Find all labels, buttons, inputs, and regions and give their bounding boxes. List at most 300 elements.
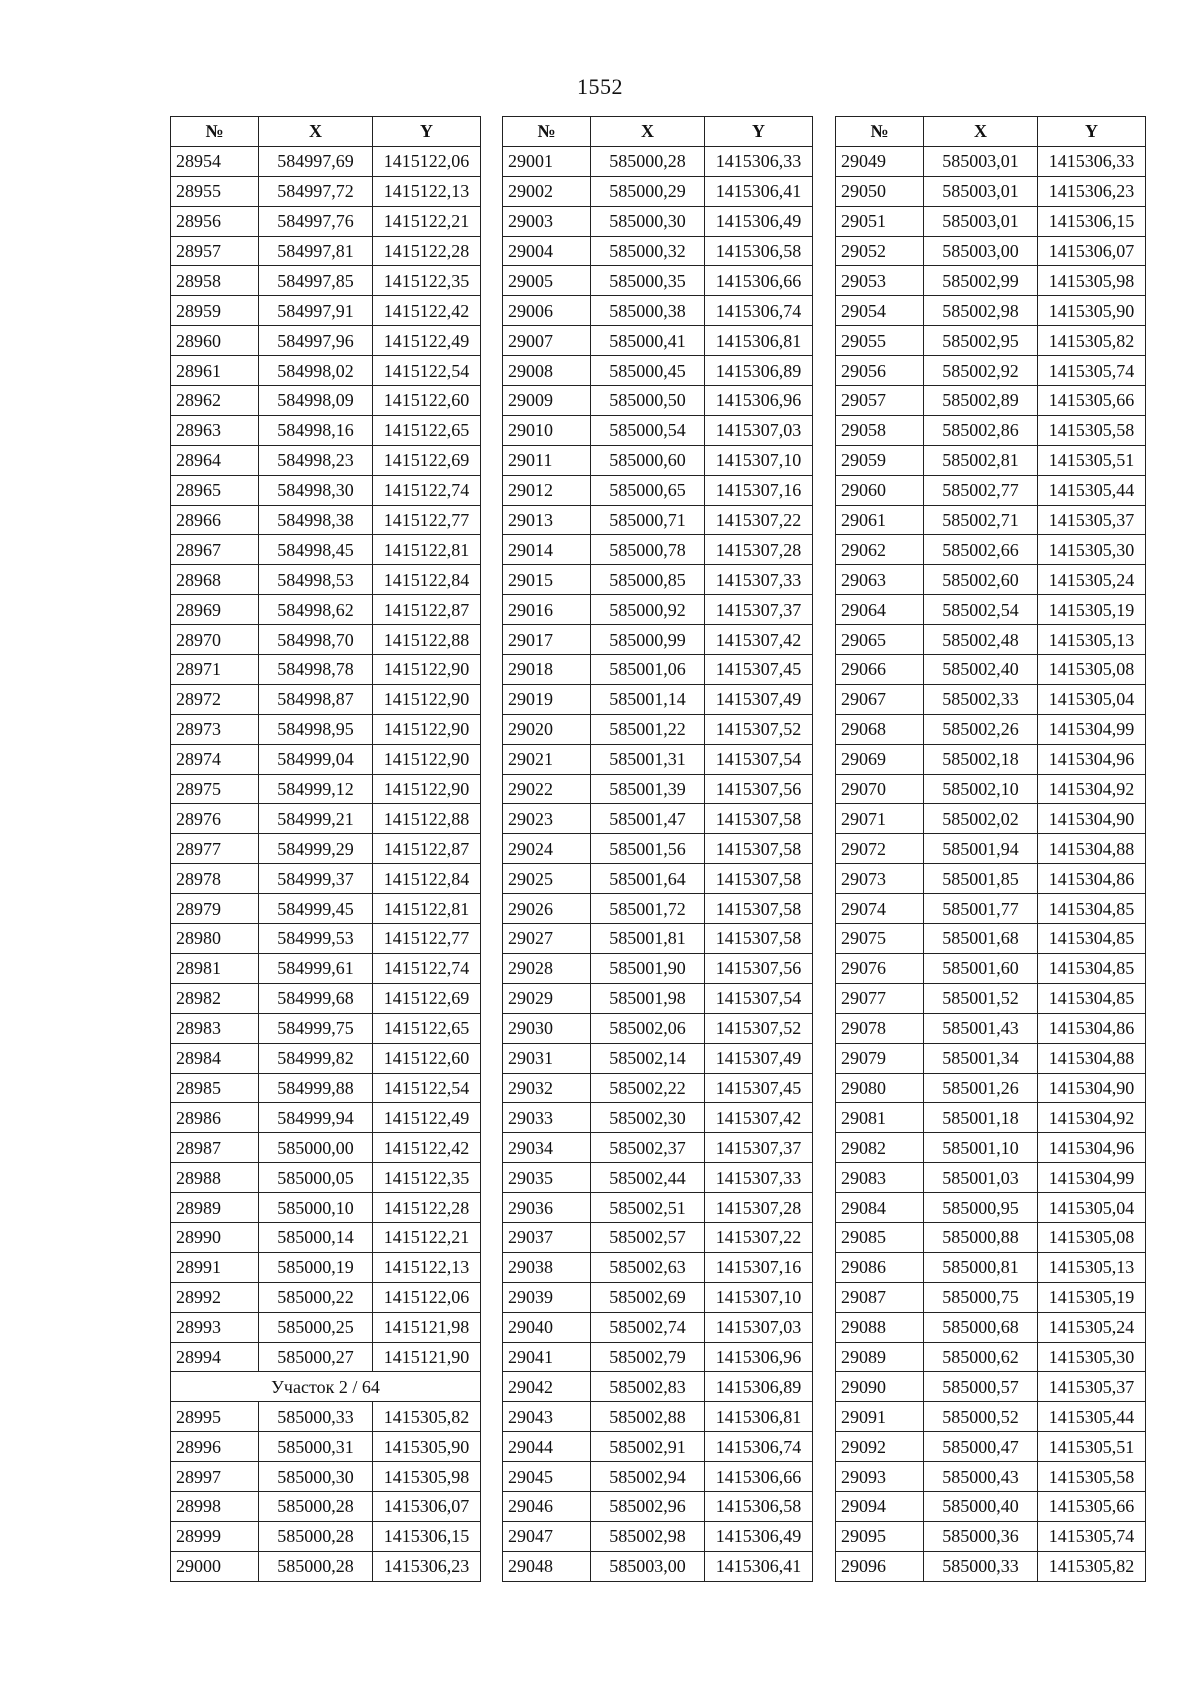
y-coordinate: 1415122,54 bbox=[373, 356, 481, 386]
table-row bbox=[171, 1491, 481, 1521]
table-row bbox=[503, 415, 813, 445]
x-coordinate: 585002,54 bbox=[924, 595, 1038, 625]
y-coordinate: 1415122,49 bbox=[373, 1103, 481, 1133]
table-row bbox=[503, 1312, 813, 1342]
point-number: 29081 bbox=[836, 1103, 924, 1133]
x-coordinate: 585002,98 bbox=[924, 296, 1038, 326]
table-row bbox=[836, 1103, 1146, 1133]
y-coordinate: 1415307,54 bbox=[705, 744, 813, 774]
point-number: 28986 bbox=[171, 1103, 259, 1133]
y-coordinate: 1415306,23 bbox=[373, 1551, 481, 1581]
x-coordinate: 585000,25 bbox=[259, 1312, 373, 1342]
point-number: 28979 bbox=[171, 894, 259, 924]
x-coordinate: 585000,38 bbox=[591, 296, 705, 326]
point-number: 28992 bbox=[171, 1282, 259, 1312]
point-number: 29064 bbox=[836, 595, 924, 625]
point-number: 29026 bbox=[503, 894, 591, 924]
y-coordinate: 1415122,74 bbox=[373, 475, 481, 505]
point-number: 28997 bbox=[171, 1462, 259, 1492]
y-coordinate: 1415307,37 bbox=[705, 595, 813, 625]
x-coordinate: 585001,90 bbox=[591, 953, 705, 983]
y-coordinate: 1415307,52 bbox=[705, 714, 813, 744]
y-coordinate: 1415306,66 bbox=[705, 266, 813, 296]
point-number: 29039 bbox=[503, 1282, 591, 1312]
point-number: 28956 bbox=[171, 206, 259, 236]
point-number: 29049 bbox=[836, 146, 924, 176]
x-coordinate: 585001,60 bbox=[924, 953, 1038, 983]
point-number: 29023 bbox=[503, 804, 591, 834]
y-coordinate: 1415305,74 bbox=[1038, 1521, 1146, 1551]
point-number: 29084 bbox=[836, 1193, 924, 1223]
table-row bbox=[171, 983, 481, 1013]
x-coordinate: 585002,89 bbox=[924, 386, 1038, 416]
y-coordinate: 1415306,58 bbox=[705, 1491, 813, 1521]
point-number: 29072 bbox=[836, 834, 924, 864]
point-number: 29095 bbox=[836, 1521, 924, 1551]
point-number: 29001 bbox=[503, 146, 591, 176]
x-coordinate: 585000,28 bbox=[591, 146, 705, 176]
header-x: X bbox=[259, 117, 373, 147]
x-coordinate: 585002,81 bbox=[924, 445, 1038, 475]
x-coordinate: 585000,45 bbox=[591, 356, 705, 386]
x-coordinate: 585001,18 bbox=[924, 1103, 1038, 1133]
y-coordinate: 1415305,58 bbox=[1038, 415, 1146, 445]
x-coordinate: 585002,88 bbox=[591, 1402, 705, 1432]
table-row bbox=[171, 1133, 481, 1163]
table-row bbox=[503, 1551, 813, 1581]
point-number: 28965 bbox=[171, 475, 259, 505]
y-coordinate: 1415306,74 bbox=[705, 296, 813, 326]
table-row bbox=[836, 924, 1146, 954]
x-coordinate: 585002,30 bbox=[591, 1103, 705, 1133]
y-coordinate: 1415304,85 bbox=[1038, 953, 1146, 983]
x-coordinate: 584997,81 bbox=[259, 236, 373, 266]
y-coordinate: 1415122,35 bbox=[373, 266, 481, 296]
y-coordinate: 1415307,03 bbox=[705, 1312, 813, 1342]
point-number: 29076 bbox=[836, 953, 924, 983]
point-number: 29013 bbox=[503, 505, 591, 535]
y-coordinate: 1415122,77 bbox=[373, 505, 481, 535]
point-number: 29056 bbox=[836, 356, 924, 386]
point-number: 29094 bbox=[836, 1491, 924, 1521]
x-coordinate: 585000,40 bbox=[924, 1491, 1038, 1521]
point-number: 29031 bbox=[503, 1043, 591, 1073]
table-row bbox=[836, 1521, 1146, 1551]
y-coordinate: 1415122,65 bbox=[373, 1013, 481, 1043]
y-coordinate: 1415304,85 bbox=[1038, 894, 1146, 924]
y-coordinate: 1415305,74 bbox=[1038, 356, 1146, 386]
y-coordinate: 1415307,49 bbox=[705, 1043, 813, 1073]
x-coordinate: 585002,66 bbox=[924, 535, 1038, 565]
y-coordinate: 1415307,54 bbox=[705, 983, 813, 1013]
y-coordinate: 1415122,54 bbox=[373, 1073, 481, 1103]
point-number: 29038 bbox=[503, 1252, 591, 1282]
point-number: 29073 bbox=[836, 864, 924, 894]
y-coordinate: 1415307,28 bbox=[705, 1193, 813, 1223]
x-coordinate: 585001,98 bbox=[591, 983, 705, 1013]
header-y: Y bbox=[1038, 117, 1146, 147]
point-number: 29057 bbox=[836, 386, 924, 416]
x-coordinate: 585002,06 bbox=[591, 1013, 705, 1043]
table-row bbox=[171, 774, 481, 804]
table-row bbox=[171, 1073, 481, 1103]
point-number: 29070 bbox=[836, 774, 924, 804]
y-coordinate: 1415304,92 bbox=[1038, 774, 1146, 804]
point-number: 28957 bbox=[171, 236, 259, 266]
point-number: 29062 bbox=[836, 535, 924, 565]
y-coordinate: 1415122,87 bbox=[373, 595, 481, 625]
point-number: 29003 bbox=[503, 206, 591, 236]
x-coordinate: 585000,52 bbox=[924, 1402, 1038, 1432]
x-coordinate: 585002,60 bbox=[924, 565, 1038, 595]
table-row bbox=[503, 565, 813, 595]
table-row bbox=[503, 1462, 813, 1492]
x-coordinate: 584999,12 bbox=[259, 774, 373, 804]
y-coordinate: 1415304,99 bbox=[1038, 1163, 1146, 1193]
point-number: 29086 bbox=[836, 1252, 924, 1282]
table-row bbox=[171, 1432, 481, 1462]
point-number: 29061 bbox=[836, 505, 924, 535]
point-number: 28998 bbox=[171, 1491, 259, 1521]
table-row bbox=[836, 1551, 1146, 1581]
table-row bbox=[171, 1013, 481, 1043]
y-coordinate: 1415304,99 bbox=[1038, 714, 1146, 744]
coordinates-table-1 bbox=[170, 116, 481, 1582]
table-row bbox=[503, 684, 813, 714]
x-coordinate: 584998,09 bbox=[259, 386, 373, 416]
x-coordinate: 584998,23 bbox=[259, 445, 373, 475]
x-coordinate: 585000,14 bbox=[259, 1222, 373, 1252]
point-number: 29085 bbox=[836, 1222, 924, 1252]
point-number: 28978 bbox=[171, 864, 259, 894]
table-row bbox=[171, 1551, 481, 1581]
point-number: 29000 bbox=[171, 1551, 259, 1581]
y-coordinate: 1415307,56 bbox=[705, 774, 813, 804]
point-number: 29019 bbox=[503, 684, 591, 714]
x-coordinate: 585000,35 bbox=[591, 266, 705, 296]
table-row bbox=[171, 595, 481, 625]
point-number: 29014 bbox=[503, 535, 591, 565]
x-coordinate: 585001,68 bbox=[924, 924, 1038, 954]
x-coordinate: 585000,10 bbox=[259, 1193, 373, 1223]
point-number: 29020 bbox=[503, 714, 591, 744]
table-row bbox=[836, 415, 1146, 445]
point-number: 29045 bbox=[503, 1462, 591, 1492]
x-coordinate: 585002,91 bbox=[591, 1432, 705, 1462]
table-row bbox=[836, 386, 1146, 416]
y-coordinate: 1415305,30 bbox=[1038, 1342, 1146, 1372]
point-number: 29066 bbox=[836, 655, 924, 685]
point-number: 29074 bbox=[836, 894, 924, 924]
x-coordinate: 584999,61 bbox=[259, 953, 373, 983]
y-coordinate: 1415305,04 bbox=[1038, 684, 1146, 714]
x-coordinate: 585002,69 bbox=[591, 1282, 705, 1312]
point-number: 29088 bbox=[836, 1312, 924, 1342]
y-coordinate: 1415122,88 bbox=[373, 625, 481, 655]
x-coordinate: 585000,36 bbox=[924, 1521, 1038, 1551]
x-coordinate: 584997,69 bbox=[259, 146, 373, 176]
table-row bbox=[503, 475, 813, 505]
point-number: 28961 bbox=[171, 356, 259, 386]
table-row bbox=[171, 1342, 481, 1372]
point-number: 28981 bbox=[171, 953, 259, 983]
y-coordinate: 1415307,49 bbox=[705, 684, 813, 714]
y-coordinate: 1415122,88 bbox=[373, 804, 481, 834]
x-coordinate: 585000,19 bbox=[259, 1252, 373, 1282]
table-row bbox=[171, 834, 481, 864]
x-coordinate: 584998,78 bbox=[259, 655, 373, 685]
table-row bbox=[836, 206, 1146, 236]
table-row bbox=[503, 1193, 813, 1223]
point-number: 29055 bbox=[836, 326, 924, 356]
table-row bbox=[503, 176, 813, 206]
x-coordinate: 584997,85 bbox=[259, 266, 373, 296]
point-number: 29051 bbox=[836, 206, 924, 236]
table-row bbox=[503, 1043, 813, 1073]
point-number: 28982 bbox=[171, 983, 259, 1013]
table-row bbox=[503, 386, 813, 416]
table-row bbox=[171, 894, 481, 924]
y-coordinate: 1415122,77 bbox=[373, 924, 481, 954]
point-number: 28954 bbox=[171, 146, 259, 176]
x-coordinate: 585002,98 bbox=[591, 1521, 705, 1551]
header-row bbox=[836, 117, 1146, 147]
table-row bbox=[503, 744, 813, 774]
table-row bbox=[171, 415, 481, 445]
x-coordinate: 585000,78 bbox=[591, 535, 705, 565]
y-coordinate: 1415304,85 bbox=[1038, 924, 1146, 954]
x-coordinate: 585000,88 bbox=[924, 1222, 1038, 1252]
table-row bbox=[836, 475, 1146, 505]
point-number: 28970 bbox=[171, 625, 259, 655]
y-coordinate: 1415122,60 bbox=[373, 1043, 481, 1073]
table-row bbox=[503, 296, 813, 326]
table-row bbox=[836, 236, 1146, 266]
point-number: 29077 bbox=[836, 983, 924, 1013]
x-coordinate: 585000,28 bbox=[259, 1521, 373, 1551]
point-number: 29067 bbox=[836, 684, 924, 714]
table-row bbox=[171, 146, 481, 176]
x-coordinate: 585003,01 bbox=[924, 206, 1038, 236]
point-number: 29021 bbox=[503, 744, 591, 774]
y-coordinate: 1415307,10 bbox=[705, 1282, 813, 1312]
x-coordinate: 585000,60 bbox=[591, 445, 705, 475]
header-y: Y bbox=[705, 117, 813, 147]
x-coordinate: 585000,05 bbox=[259, 1163, 373, 1193]
x-coordinate: 585001,10 bbox=[924, 1133, 1038, 1163]
y-coordinate: 1415305,58 bbox=[1038, 1462, 1146, 1492]
point-number: 28991 bbox=[171, 1252, 259, 1282]
y-coordinate: 1415306,41 bbox=[705, 176, 813, 206]
y-coordinate: 1415307,58 bbox=[705, 804, 813, 834]
x-coordinate: 585000,65 bbox=[591, 475, 705, 505]
x-coordinate: 585001,31 bbox=[591, 744, 705, 774]
header-x: X bbox=[591, 117, 705, 147]
y-coordinate: 1415307,45 bbox=[705, 1073, 813, 1103]
y-coordinate: 1415122,28 bbox=[373, 1193, 481, 1223]
x-coordinate: 585000,99 bbox=[591, 625, 705, 655]
point-number: 29006 bbox=[503, 296, 591, 326]
table-row bbox=[836, 445, 1146, 475]
point-number: 28969 bbox=[171, 595, 259, 625]
x-coordinate: 585001,56 bbox=[591, 834, 705, 864]
point-number: 28959 bbox=[171, 296, 259, 326]
y-coordinate: 1415306,23 bbox=[1038, 176, 1146, 206]
x-coordinate: 584999,82 bbox=[259, 1043, 373, 1073]
table-row bbox=[836, 684, 1146, 714]
table-row bbox=[836, 1372, 1146, 1402]
x-coordinate: 585000,68 bbox=[924, 1312, 1038, 1342]
y-coordinate: 1415122,74 bbox=[373, 953, 481, 983]
x-coordinate: 585002,37 bbox=[591, 1133, 705, 1163]
table-row bbox=[836, 1252, 1146, 1282]
point-number: 29035 bbox=[503, 1163, 591, 1193]
x-coordinate: 585000,29 bbox=[591, 176, 705, 206]
point-number: 29065 bbox=[836, 625, 924, 655]
header-y: Y bbox=[373, 117, 481, 147]
x-coordinate: 585000,95 bbox=[924, 1193, 1038, 1223]
table-row bbox=[171, 236, 481, 266]
x-coordinate: 585000,41 bbox=[591, 326, 705, 356]
x-coordinate: 585002,02 bbox=[924, 804, 1038, 834]
table-row bbox=[171, 475, 481, 505]
point-number: 29040 bbox=[503, 1312, 591, 1342]
point-number: 28958 bbox=[171, 266, 259, 296]
y-coordinate: 1415122,42 bbox=[373, 296, 481, 326]
table-row bbox=[171, 266, 481, 296]
point-number: 29080 bbox=[836, 1073, 924, 1103]
x-coordinate: 584999,45 bbox=[259, 894, 373, 924]
x-coordinate: 585000,75 bbox=[924, 1282, 1038, 1312]
point-number: 28988 bbox=[171, 1163, 259, 1193]
x-coordinate: 584999,68 bbox=[259, 983, 373, 1013]
x-coordinate: 585002,77 bbox=[924, 475, 1038, 505]
y-coordinate: 1415305,44 bbox=[1038, 1402, 1146, 1432]
point-number: 29079 bbox=[836, 1043, 924, 1073]
point-number: 29027 bbox=[503, 924, 591, 954]
table-row bbox=[171, 535, 481, 565]
x-coordinate: 584998,02 bbox=[259, 356, 373, 386]
table-row bbox=[503, 1282, 813, 1312]
coordinates-table-3 bbox=[835, 116, 1146, 1582]
x-coordinate: 585000,85 bbox=[591, 565, 705, 595]
y-coordinate: 1415122,90 bbox=[373, 684, 481, 714]
table-row bbox=[836, 176, 1146, 206]
table-row bbox=[836, 1462, 1146, 1492]
table-row bbox=[171, 1222, 481, 1252]
point-number: 28976 bbox=[171, 804, 259, 834]
x-coordinate: 585002,44 bbox=[591, 1163, 705, 1193]
x-coordinate: 585001,85 bbox=[924, 864, 1038, 894]
point-number: 29032 bbox=[503, 1073, 591, 1103]
point-number: 29058 bbox=[836, 415, 924, 445]
table-row bbox=[836, 356, 1146, 386]
point-number: 29016 bbox=[503, 595, 591, 625]
x-coordinate: 585001,43 bbox=[924, 1013, 1038, 1043]
table-row bbox=[171, 296, 481, 326]
x-coordinate: 584999,75 bbox=[259, 1013, 373, 1043]
x-coordinate: 584998,62 bbox=[259, 595, 373, 625]
x-coordinate: 585000,22 bbox=[259, 1282, 373, 1312]
y-coordinate: 1415122,06 bbox=[373, 146, 481, 176]
section-row bbox=[171, 1372, 481, 1402]
x-coordinate: 585002,95 bbox=[924, 326, 1038, 356]
table-row bbox=[836, 1073, 1146, 1103]
y-coordinate: 1415122,84 bbox=[373, 565, 481, 595]
x-coordinate: 585002,40 bbox=[924, 655, 1038, 685]
point-number: 29060 bbox=[836, 475, 924, 505]
table-row bbox=[503, 206, 813, 236]
y-coordinate: 1415306,74 bbox=[705, 1432, 813, 1462]
point-number: 29009 bbox=[503, 386, 591, 416]
y-coordinate: 1415305,19 bbox=[1038, 1282, 1146, 1312]
table-row bbox=[836, 774, 1146, 804]
y-coordinate: 1415306,81 bbox=[705, 1402, 813, 1432]
x-coordinate: 585001,06 bbox=[591, 655, 705, 685]
x-coordinate: 585002,83 bbox=[591, 1372, 705, 1402]
table-row bbox=[836, 625, 1146, 655]
table-row bbox=[503, 595, 813, 625]
point-number: 29029 bbox=[503, 983, 591, 1013]
point-number: 29036 bbox=[503, 1193, 591, 1223]
table-row bbox=[836, 1043, 1146, 1073]
table-row bbox=[503, 445, 813, 475]
point-number: 29030 bbox=[503, 1013, 591, 1043]
table-row bbox=[171, 1252, 481, 1282]
x-coordinate: 584997,76 bbox=[259, 206, 373, 236]
table-row bbox=[171, 386, 481, 416]
x-coordinate: 585001,26 bbox=[924, 1073, 1038, 1103]
point-number: 29059 bbox=[836, 445, 924, 475]
table-row bbox=[836, 744, 1146, 774]
y-coordinate: 1415305,90 bbox=[373, 1432, 481, 1462]
y-coordinate: 1415306,33 bbox=[705, 146, 813, 176]
y-coordinate: 1415305,08 bbox=[1038, 655, 1146, 685]
x-coordinate: 585000,31 bbox=[259, 1432, 373, 1462]
x-coordinate: 585000,50 bbox=[591, 386, 705, 416]
y-coordinate: 1415304,96 bbox=[1038, 1133, 1146, 1163]
y-coordinate: 1415305,24 bbox=[1038, 1312, 1146, 1342]
y-coordinate: 1415305,19 bbox=[1038, 595, 1146, 625]
y-coordinate: 1415306,66 bbox=[705, 1462, 813, 1492]
point-number: 29053 bbox=[836, 266, 924, 296]
y-coordinate: 1415306,15 bbox=[1038, 206, 1146, 236]
y-coordinate: 1415122,35 bbox=[373, 1163, 481, 1193]
point-number: 28963 bbox=[171, 415, 259, 445]
point-number: 28955 bbox=[171, 176, 259, 206]
point-number: 29046 bbox=[503, 1491, 591, 1521]
x-coordinate: 585003,00 bbox=[924, 236, 1038, 266]
table-row bbox=[836, 1342, 1146, 1372]
y-coordinate: 1415305,51 bbox=[1038, 445, 1146, 475]
x-coordinate: 584999,21 bbox=[259, 804, 373, 834]
table-row bbox=[503, 1342, 813, 1372]
x-coordinate: 585000,71 bbox=[591, 505, 705, 535]
point-number: 28987 bbox=[171, 1133, 259, 1163]
y-coordinate: 1415307,58 bbox=[705, 894, 813, 924]
y-coordinate: 1415305,37 bbox=[1038, 505, 1146, 535]
table-row bbox=[503, 714, 813, 744]
point-number: 28994 bbox=[171, 1342, 259, 1372]
point-number: 29063 bbox=[836, 565, 924, 595]
table-row bbox=[836, 535, 1146, 565]
point-number: 29082 bbox=[836, 1133, 924, 1163]
x-coordinate: 585001,52 bbox=[924, 983, 1038, 1013]
table-row bbox=[503, 1133, 813, 1163]
point-number: 28975 bbox=[171, 774, 259, 804]
table-row bbox=[836, 1013, 1146, 1043]
y-coordinate: 1415307,10 bbox=[705, 445, 813, 475]
